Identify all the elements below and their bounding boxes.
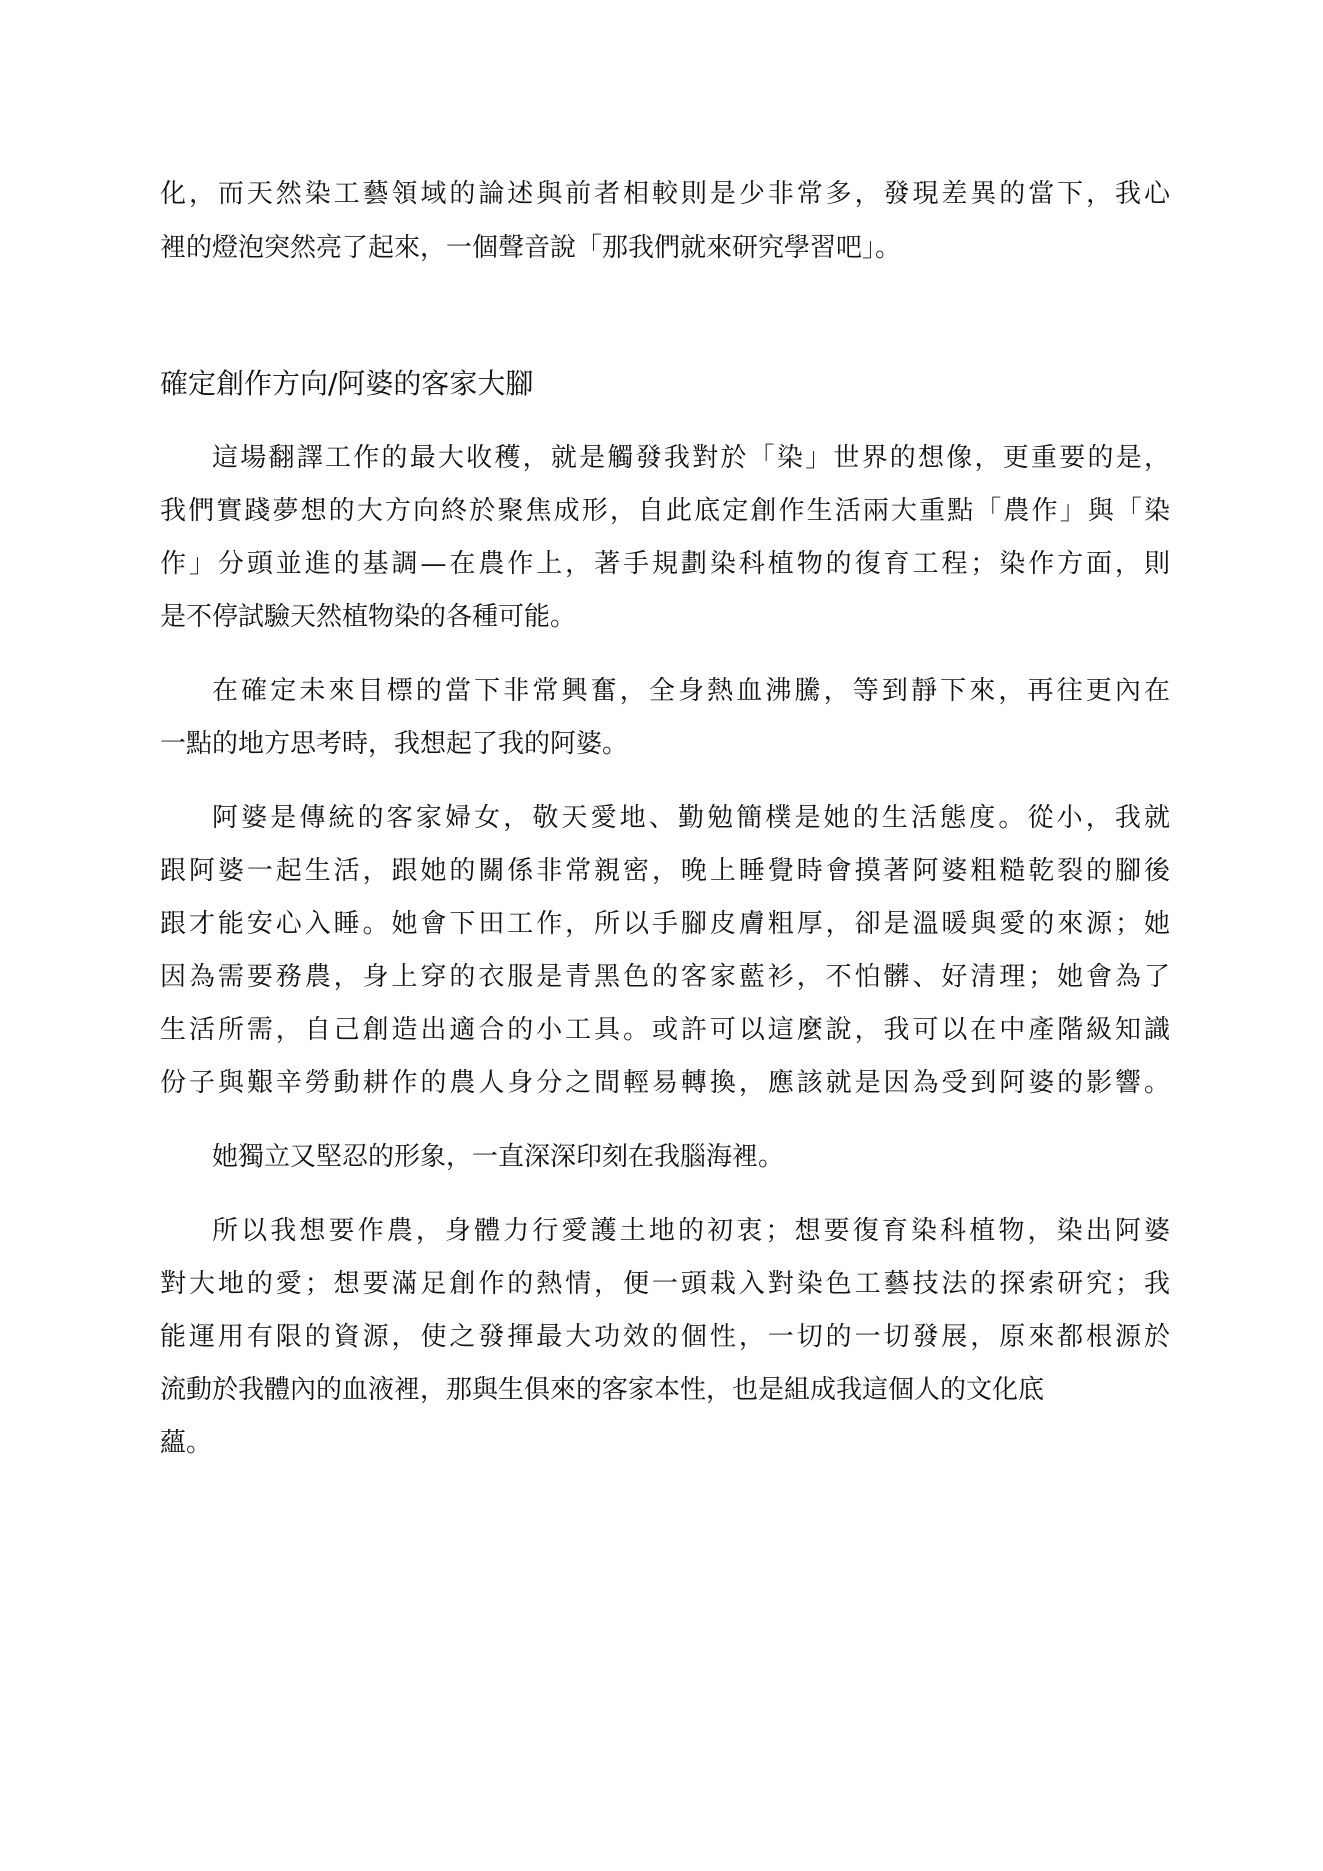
paragraph-3-line-1: 阿婆是傳統的客家婦女，敬天愛地、勤勉簡樸是她的生活態度。從小，我就: [212, 803, 1170, 833]
intro-line-1: 化，而天然染工藝領域的論述與前者相較則是少非常多，發現差異的當下，我心: [160, 179, 1170, 209]
paragraph-2-line-1: 在確定未來目標的當下非常興奮，全身熱血沸騰，等到靜下來，再往更內在: [212, 676, 1170, 706]
paragraph-3-line-3: 跟才能安心入睡。她會下田工作，所以手腳皮膚粗厚，卻是溫暖與愛的來源；她: [160, 909, 1170, 939]
paragraph-4-line-1: 她獨立又堅忍的形象，一直深深印刻在我腦海裡。: [212, 1142, 785, 1172]
paragraph-1-line-1: 這場翻譯工作的最大收穫，就是觸發我對於「染」世界的想像，更重要的是，: [212, 443, 1170, 473]
paragraph-1-line-2: 我們實踐夢想的大方向終於聚焦成形，自此底定創作生活兩大重點「農作」與「染: [160, 496, 1170, 526]
paragraph-3-line-6: 份子與艱辛勞動耕作的農人身分之間輕易轉換，應該就是因為受到阿婆的影響。: [160, 1068, 1170, 1098]
section-heading: 確定創作方向/阿婆的客家大腳: [160, 367, 534, 400]
paragraph-3-line-2: 跟阿婆一起生活，跟她的關係非常親密，晚上睡覺時會摸著阿婆粗糙乾裂的腳後: [160, 856, 1170, 886]
intro-line-2: 裡的燈泡突然亮了起來，一個聲音說「那我們就來研究學習吧」。: [160, 233, 902, 263]
paragraph-1-line-4: 是不停試驗天然植物染的各種可能。: [160, 602, 577, 632]
paragraph-3-line-4: 因為需要務農，身上穿的衣服是青黑色的客家藍衫，不怕髒、好清理；她會為了: [160, 962, 1170, 992]
paragraph-2-line-2: 一點的地方思考時，我想起了我的阿婆。: [160, 729, 629, 759]
paragraph-5-line-4: 流動於我體內的血液裡，那與生俱來的客家本性，也是組成我這個人的文化底: [160, 1375, 1045, 1405]
paragraph-5-line-2: 對大地的愛；想要滿足創作的熱情，便一頭栽入對染色工藝技法的探索研究；我: [160, 1269, 1170, 1299]
paragraph-5-line-5: 蘊。: [160, 1428, 213, 1458]
paragraph-3-line-5: 生活所需，自己創造出適合的小工具。或許可以這麼說，我可以在中產階級知識: [160, 1015, 1170, 1045]
paragraph-5-line-1: 所以我想要作農，身體力行愛護土地的初衷；想要復育染科植物，染出阿婆: [212, 1216, 1170, 1246]
paragraph-1-line-3: 作」分頭並進的基調—在農作上，著手規劃染科植物的復育工程；染作方面，則: [160, 549, 1170, 579]
paragraph-5-line-3: 能運用有限的資源，使之發揮最大功效的個性，一切的一切發展，原來都根源於: [160, 1322, 1170, 1352]
